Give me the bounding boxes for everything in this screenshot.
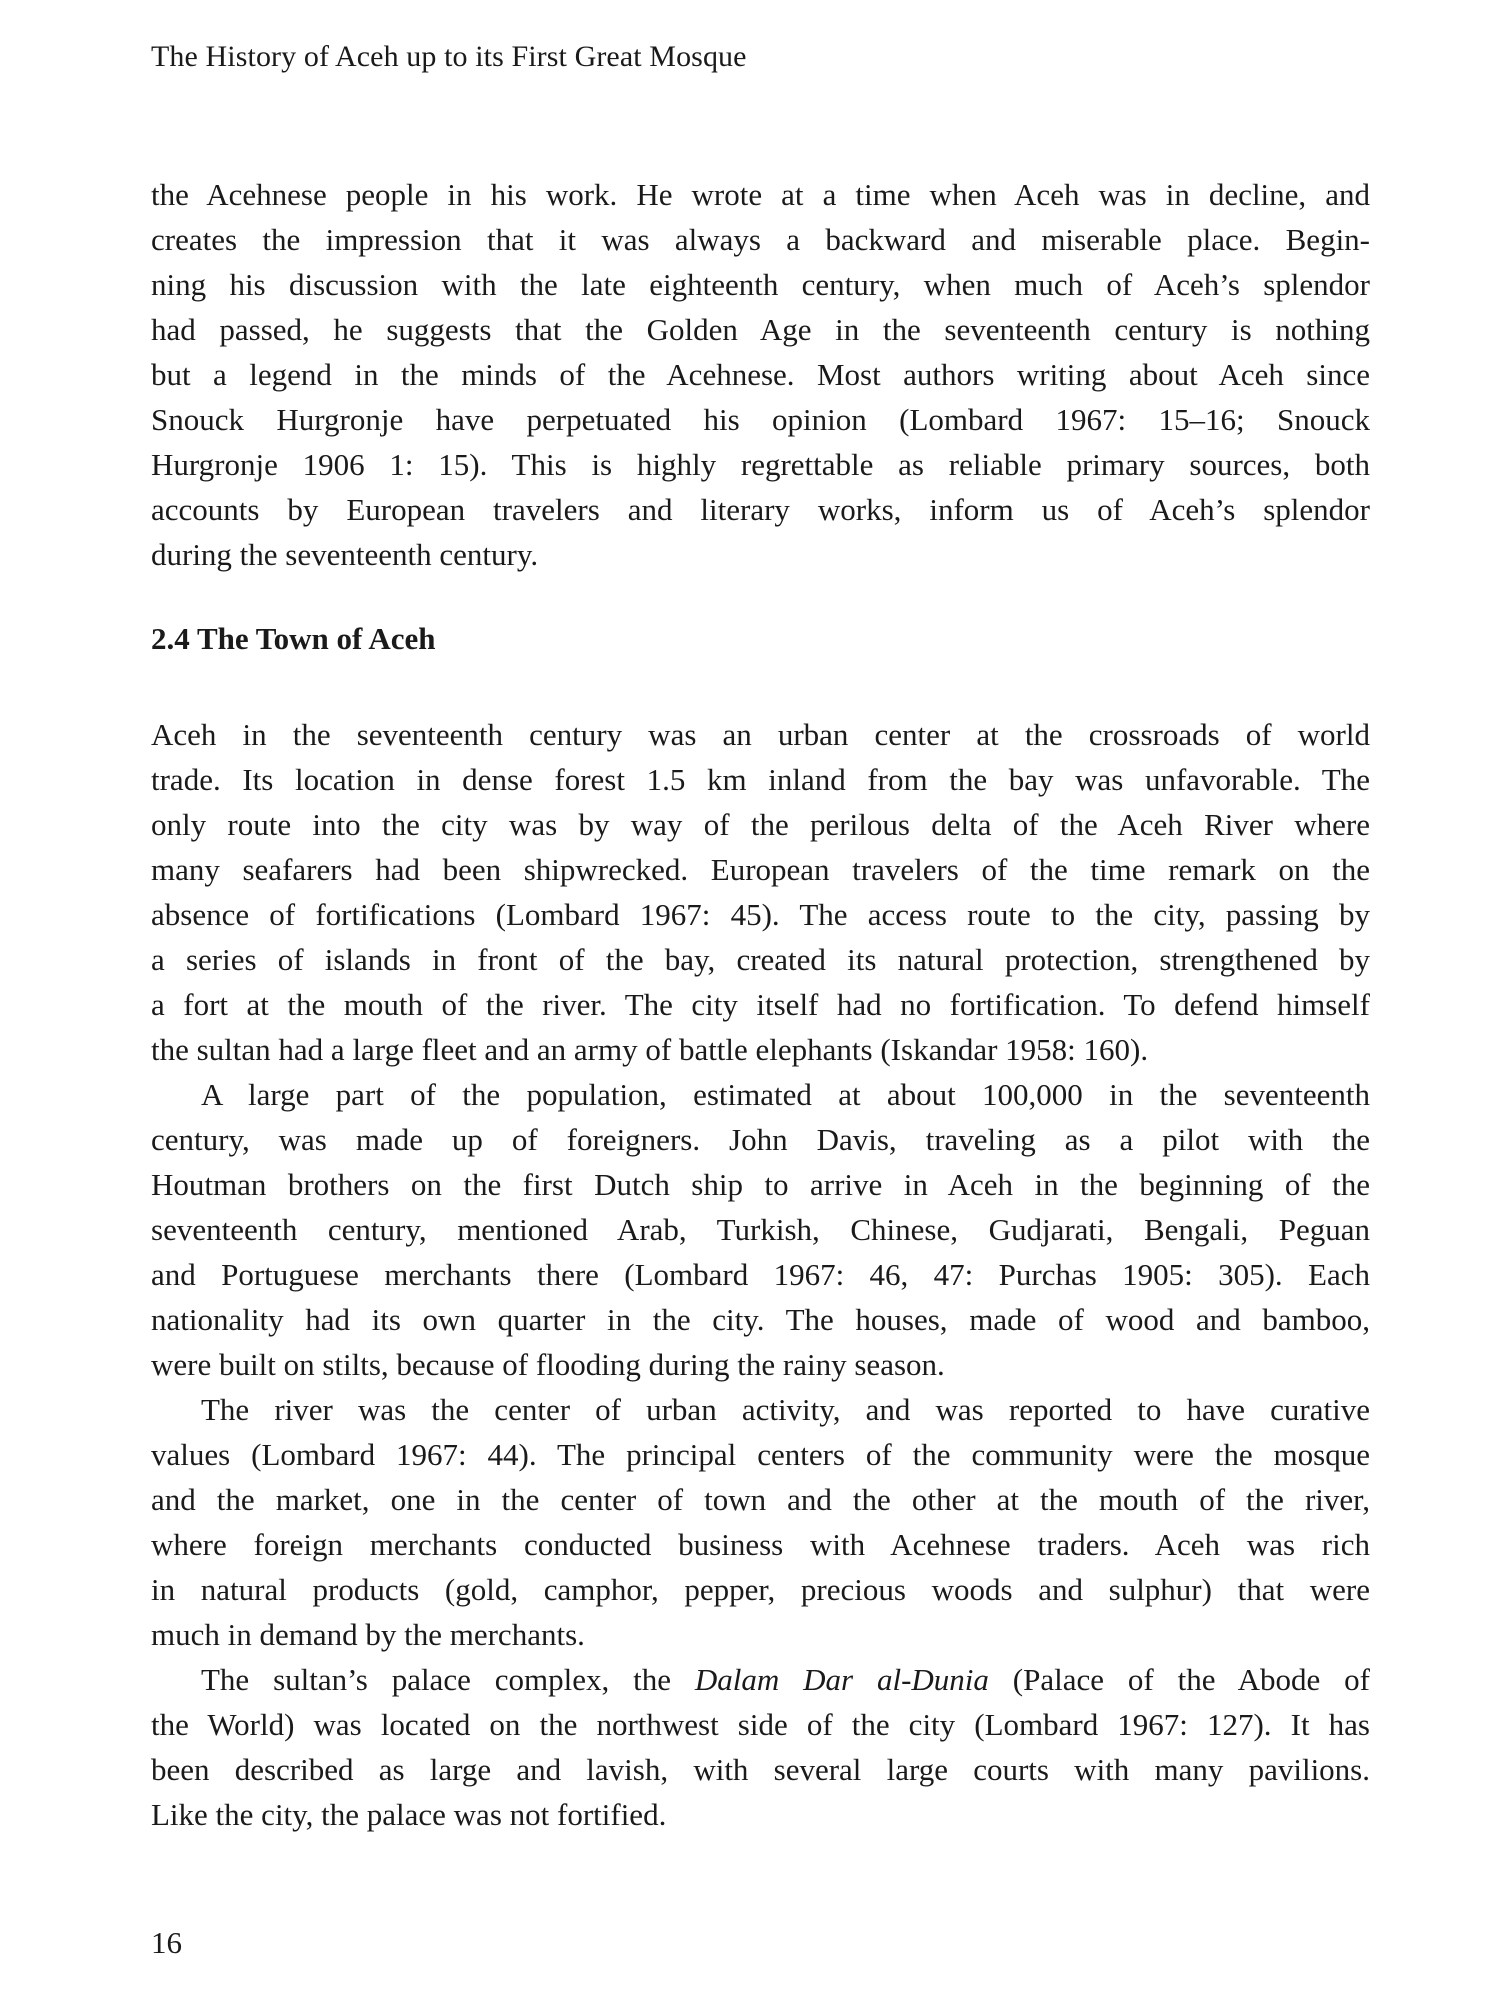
text-line: a fort at the mouth of the river. The city itself had no fortification. To defend himself — [151, 987, 1370, 1022]
text-line: only route into the city was by way of the perilous delta of the Aceh River where — [151, 807, 1370, 842]
text-line: a series of islands in front of the bay, created its natural protection, strengthened by — [151, 942, 1370, 977]
text-line: where foreign merchants conducted business with Acehnese traders. Aceh was rich — [151, 1527, 1370, 1562]
text-line: were built on stilts, because of flooding during the rainy season. — [151, 1347, 945, 1382]
text-line: had passed, he suggests that the Golden Age in the seventeenth century is nothing — [151, 312, 1370, 347]
text-line — [151, 1657, 1370, 1702]
text-line: the World) was located on the northwest side of the city (Lombard 1967: 127). It has — [151, 1707, 1370, 1742]
paragraph-4 — [151, 1387, 1370, 1657]
text-line: been described as large and lavish, with several large courts with many pavilions. — [151, 1752, 1370, 1787]
text-run: The sultan’s palace complex, the — [201, 1662, 695, 1697]
text-line: nationality had its own quarter in the city. The houses, made of wood and bamboo, — [151, 1302, 1370, 1337]
text-line: during the seventeenth century. — [151, 537, 539, 572]
text-line: The river was the center of urban activity, and was reported to have curative — [201, 1392, 1370, 1427]
text-line: Snouck Hurgronje have perpetuated his opinion (Lombard 1967: 15–16; Snouck — [151, 402, 1370, 437]
paragraph-2 — [151, 712, 1370, 1072]
text-line: seventeenth century, mentioned Arab, Turkish, Chinese, Gudjarati, Bengali, Peguan — [151, 1212, 1370, 1247]
page-number: 16 — [151, 1925, 182, 1960]
text-line: in natural products (gold, camphor, pepper, precious woods and sulphur) that were — [151, 1572, 1370, 1607]
text-line: Houtman brothers on the first Dutch ship to arrive in Aceh in the beginning of the — [151, 1167, 1370, 1202]
text-line: but a legend in the minds of the Acehnese. Most authors writing about Aceh since — [151, 357, 1370, 392]
section-heading: 2.4 The Town of Aceh — [151, 621, 436, 656]
text-line: Aceh in the seventeenth century was an urban center at the crossroads of world — [151, 717, 1370, 752]
text-line: the sultan had a large fleet and an army of battle elephants (Iskandar 1958: 160). — [151, 1032, 1149, 1067]
text-line: and Portuguese merchants there (Lombard 1967: 46, 47: Purchas 1905: 305). Each — [151, 1257, 1370, 1292]
running-head: The History of Aceh up to its First Great Mosque — [151, 40, 747, 73]
text-line: the Acehnese people in his work. He wrote at a time when Aceh was in decline, and — [151, 177, 1370, 212]
text-line: century, was made up of foreigners. John Davis, traveling as a pilot with the — [151, 1122, 1370, 1157]
text-line: and the market, one in the center of town and the other at the mouth of the river, — [151, 1482, 1370, 1517]
text-line: much in demand by the merchants. — [151, 1617, 585, 1652]
text-line: Hurgronje 1906 1: 15). This is highly regrettable as reliable primary sources, both — [151, 447, 1370, 482]
palace-name-italic: Dalam Dar al-Dunia — [694, 1662, 989, 1697]
text-line: accounts by European travelers and literary works, inform us of Aceh’s splendor — [151, 492, 1370, 527]
paragraph-3 — [151, 1072, 1370, 1387]
text-line: trade. Its location in dense forest 1.5 km inland from the bay was unfavorable. The — [151, 762, 1370, 797]
text-line: values (Lombard 1967: 44). The principal centers of the community were the mosque — [151, 1437, 1370, 1472]
text-line: Like the city, the palace was not fortified. — [151, 1797, 667, 1832]
text-line: absence of fortifications (Lombard 1967: 45). The access route to the city, passing by — [151, 897, 1370, 932]
text-line: many seafarers had been shipwrecked. European travelers of the time remark on the — [151, 852, 1370, 887]
text-line: A large part of the population, estimated at about 100,000 in the seventeenth — [201, 1077, 1370, 1112]
text-run: (Palace of the Abode of — [988, 1662, 1370, 1697]
paragraph-1 — [151, 172, 1370, 577]
section-body — [151, 712, 1370, 1837]
text-line: ning his discussion with the late eighteenth century, when much of Aceh’s splendor — [151, 267, 1370, 302]
text-line: creates the impression that it was always a backward and miserable place. Begin- — [151, 222, 1370, 257]
paragraph-5 — [151, 1657, 1370, 1837]
